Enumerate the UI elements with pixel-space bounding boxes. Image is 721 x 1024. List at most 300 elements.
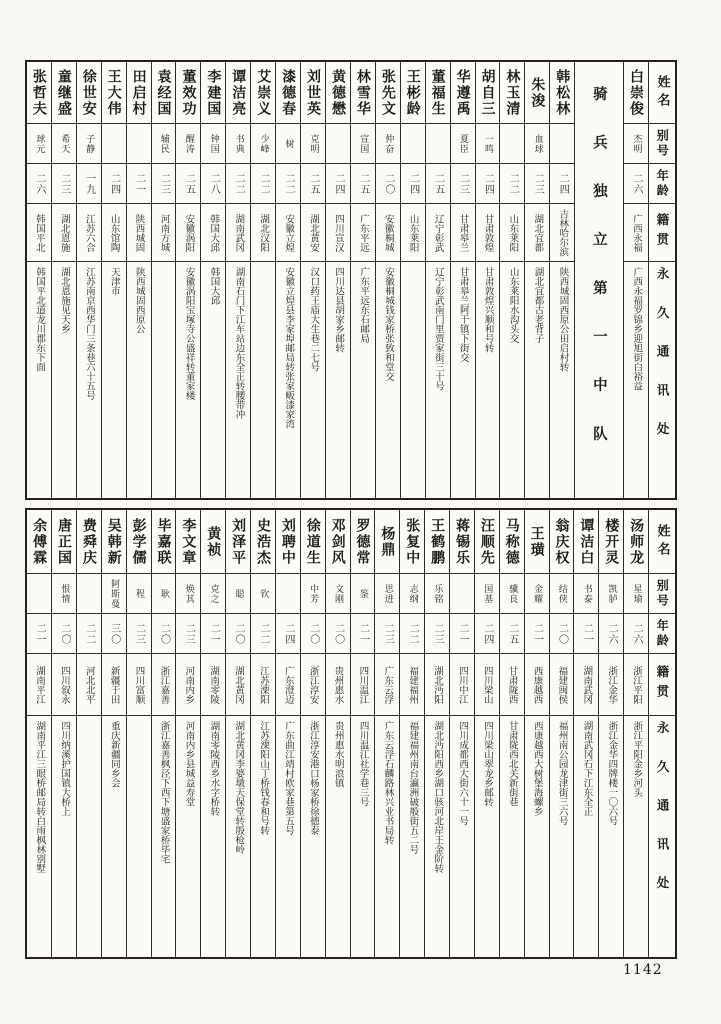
alias-cell-text: 醒涛 (183, 133, 194, 154)
age-cell (301, 164, 325, 204)
alias-cell-text: 少峰 (258, 133, 269, 154)
native-place-cell (550, 654, 574, 716)
name-cell-text: 王彬龄 (404, 68, 421, 117)
native-place-cell-text: 韩国大邱 (208, 213, 220, 252)
age-cell-text: 二三 (133, 622, 145, 645)
name-cell-text: 朱浚 (529, 76, 546, 109)
native-place-cell (450, 654, 474, 716)
native-place-cell (152, 654, 176, 716)
native-place-cell-text: 贵州惠水 (332, 665, 344, 704)
native-place-cell (376, 204, 400, 262)
address-cell (127, 716, 151, 957)
name-cell-text: 田启村 (130, 68, 147, 117)
address-cell-text: 广东平远东石邮局 (358, 267, 370, 343)
name-cell-text: 罗德常 (354, 517, 371, 566)
address-cell (52, 716, 76, 957)
native-place-cell-text: 福建闽侯 (556, 665, 568, 704)
name-cell-text: 翁庆权 (553, 517, 570, 566)
age-cell-text: 二二 (283, 172, 295, 195)
alias-cell-text: 凯胪 (606, 583, 617, 604)
name-cell-text: 华遵禹 (454, 68, 471, 117)
roster-column (101, 62, 126, 498)
native-place-cell (251, 204, 275, 262)
name-cell (351, 510, 375, 574)
alias-cell-text: 仲奋 (383, 133, 394, 154)
address-cell-text: 湖北黄冈李婆墩天保堂转殷枪岭 (233, 721, 245, 854)
age-cell-text: 二六 (631, 622, 643, 645)
alias-cell-text: 阿斯曼 (109, 578, 120, 609)
roster-column (76, 510, 101, 957)
age-cell-text: 二六 (606, 622, 618, 645)
alias-cell-text: 夏臣 (457, 133, 468, 154)
native-place-cell-text: 河南内乡 (183, 665, 195, 704)
name-cell (326, 62, 350, 124)
name-cell (52, 62, 76, 124)
address-cell (301, 716, 325, 957)
age-cell-text: 二一 (581, 622, 593, 645)
alias-cell (525, 124, 549, 164)
age-cell (201, 614, 225, 654)
name-cell (102, 510, 126, 574)
alias-cell-text: 树 (283, 138, 294, 149)
roster-column (27, 62, 51, 498)
name-cell-text: 刘聘中 (279, 517, 296, 566)
native-place-cell-text: 四川叙永 (58, 665, 70, 704)
age-cell-text: 二三 (432, 622, 444, 645)
roster-column (300, 62, 325, 498)
native-place-cell-text: 湖北恩施 (58, 213, 70, 252)
native-place-cell-text: 山东莱阳 (507, 213, 519, 252)
alias-cell-text: 骥良 (507, 583, 518, 604)
native-place-cell-text: 广东云浮 (382, 665, 394, 704)
alias-cell-text: 书泰 (581, 583, 592, 604)
age-cell-text: 二三 (457, 172, 469, 195)
native-place-cell (176, 654, 200, 716)
native-place-cell-text: 浙江淳安 (307, 665, 319, 704)
header-column (648, 510, 675, 957)
name-cell-text: 董福生 (429, 68, 446, 117)
name-cell-text: 漆德春 (280, 68, 297, 117)
name-cell-text: 袁经国 (155, 68, 172, 117)
name-cell-text: 董效功 (180, 68, 197, 117)
address-cell-text: 四川梁山翠龙乡邮转 (481, 721, 493, 807)
age-cell (27, 614, 51, 654)
header-age (649, 164, 675, 204)
name-cell-text: 胡自三 (479, 68, 496, 117)
age-cell (301, 614, 325, 654)
alias-cell (127, 574, 151, 614)
age-cell (375, 614, 399, 654)
native-place-cell (77, 204, 101, 262)
alias-cell-text: 球元 (34, 133, 45, 154)
native-place-cell (176, 204, 200, 262)
native-place-cell-text: 湖北黄安 (307, 213, 319, 252)
age-cell-text: 二一 (357, 622, 369, 645)
alias-cell-text: 杰明 (631, 133, 642, 154)
native-place-cell-text: 韩国平北 (33, 213, 45, 252)
name-cell (475, 510, 499, 574)
age-cell-text: 二三 (158, 172, 170, 195)
name-cell-text: 黄德懋 (329, 68, 346, 117)
alias-cell (500, 574, 524, 614)
alias-cell (326, 574, 350, 614)
address-cell (351, 716, 375, 957)
alias-cell (400, 574, 424, 614)
native-place-cell-text: 浙江平阳 (631, 665, 642, 704)
age-cell-text: 二五 (357, 172, 369, 195)
native-place-cell (400, 654, 424, 716)
native-place-cell (476, 204, 500, 262)
age-cell (102, 614, 126, 654)
header-name (649, 62, 675, 124)
header-alias-text: 别号 (655, 578, 670, 609)
alias-cell (276, 124, 300, 164)
address-cell (176, 716, 200, 957)
age-cell (475, 614, 499, 654)
native-place-cell (574, 654, 598, 716)
native-place-cell-text: 浙江金华 (606, 665, 618, 704)
age-cell (574, 614, 598, 654)
alias-cell (525, 574, 549, 614)
alias-cell (450, 574, 474, 614)
native-place-cell (226, 654, 250, 716)
name-cell-text: 余傅霖 (31, 517, 48, 566)
name-cell (226, 510, 250, 574)
alias-cell (301, 574, 325, 614)
address-cell-text: 湖南平江三眼桥邮局转白雨枫林别墅 (34, 721, 46, 873)
alias-cell-text: 国基 (482, 583, 493, 604)
roster-column (250, 510, 275, 957)
native-place-cell-text: 四川温江 (357, 665, 369, 704)
address-cell-text: 浙江嘉善枫泾下西下塘盛家桥毕宅 (158, 721, 170, 864)
name-cell (201, 62, 225, 124)
roster-column (350, 62, 375, 498)
age-cell (550, 614, 574, 654)
address-cell-text: 福建福州南台瀛洲破般街五二号 (407, 721, 419, 854)
name-cell (77, 62, 101, 124)
name-cell (624, 62, 648, 124)
native-place-cell (52, 204, 76, 262)
roster-column (425, 62, 450, 498)
age-cell-text: 二五 (308, 172, 320, 195)
age-cell (351, 164, 375, 204)
name-cell (152, 62, 176, 124)
address-cell-text: 重庆新疆同乡会 (108, 721, 120, 788)
address-cell (375, 716, 399, 957)
alias-cell-text: 耿 (158, 588, 169, 599)
alias-cell (375, 574, 399, 614)
roster-column (598, 510, 623, 957)
alias-cell-text: 希天 (59, 133, 70, 154)
native-place-cell (102, 654, 126, 716)
alias-cell (624, 124, 648, 164)
name-cell-text: 王鹤鹏 (429, 517, 446, 566)
name-cell (77, 510, 101, 574)
address-cell (550, 262, 574, 498)
native-place-cell (451, 204, 475, 262)
name-cell-text: 童继盛 (55, 68, 72, 117)
age-cell-text: 二一 (208, 622, 220, 645)
alias-cell-text: 宣国 (358, 133, 369, 154)
age-cell (276, 614, 300, 654)
age-cell (451, 164, 475, 204)
address-cell (301, 262, 325, 498)
name-cell (376, 62, 400, 124)
native-place-cell (127, 204, 151, 262)
native-place-cell (102, 204, 126, 262)
roster-column (450, 62, 475, 498)
address-cell (476, 262, 500, 498)
name-cell (251, 62, 275, 124)
alias-cell (301, 124, 325, 164)
native-place-cell (351, 654, 375, 716)
address-cell-text: 四川达县胡家乡邮转 (333, 267, 345, 353)
name-cell-text: 蒋锡乐 (453, 517, 470, 566)
roster-column (151, 510, 176, 957)
native-place-cell (201, 204, 225, 262)
name-cell-text: 汤师龙 (628, 517, 645, 566)
age-cell-text: 二二 (407, 622, 419, 645)
age-cell-text: 二〇 (58, 622, 70, 645)
name-cell-text: 王璜 (528, 525, 545, 558)
header-address (649, 716, 675, 957)
age-cell (525, 164, 549, 204)
age-cell (326, 614, 350, 654)
address-cell (624, 262, 648, 498)
header-address (649, 262, 675, 498)
name-cell-text: 史浩杰 (254, 517, 271, 566)
roster-column (200, 510, 225, 957)
address-cell (176, 262, 200, 498)
address-cell (426, 262, 450, 498)
name-cell (599, 510, 623, 574)
address-cell-text: 广东曲江靖村欧家巷第五号 (282, 721, 294, 835)
age-cell (450, 614, 474, 654)
age-cell (251, 164, 275, 204)
name-cell (102, 62, 126, 124)
name-cell-text: 艾崇义 (255, 68, 272, 117)
alias-cell-text: 子静 (84, 133, 95, 154)
age-cell (624, 164, 648, 204)
name-cell (574, 510, 598, 574)
alias-cell-text: 星瑜 (631, 583, 642, 604)
page-number: 1142 (623, 962, 663, 978)
address-cell (152, 262, 176, 498)
address-cell-text: 湖南零陵西乡水字桥转 (208, 721, 220, 816)
address-cell-text: 辽宁彰武南门里贾家街三十号 (432, 267, 444, 391)
alias-cell (52, 574, 76, 614)
alias-cell-text: 程 (133, 588, 144, 599)
native-place-cell (525, 654, 549, 716)
alias-cell-text: 钦 (258, 588, 269, 599)
address-cell (276, 262, 300, 498)
address-cell-text: 湖北沔阳西乡湖口骇河北岸王金阶转 (432, 721, 444, 873)
native-place-cell (201, 654, 225, 716)
name-cell-text: 吴韩新 (105, 517, 122, 566)
alias-cell (351, 124, 375, 164)
header-alias (649, 574, 675, 614)
native-place-cell-text: 甘肃陇西 (506, 665, 518, 704)
alias-cell (451, 124, 475, 164)
age-cell (351, 614, 375, 654)
native-place-cell-text: 四川富顺 (133, 665, 145, 704)
roster-column (225, 62, 250, 498)
native-place-cell (624, 204, 648, 262)
alias-cell (351, 574, 375, 614)
address-cell (201, 262, 225, 498)
native-place-cell (27, 204, 51, 262)
roster-column (475, 62, 500, 498)
age-cell (401, 164, 425, 204)
age-cell (127, 614, 151, 654)
age-cell-text: 二五 (506, 622, 518, 645)
address-cell (550, 716, 574, 957)
age-cell-text: 二一 (456, 622, 468, 645)
age-cell-text: 二一 (133, 172, 145, 195)
native-place-cell-text: 安徽立煌 (283, 213, 295, 252)
age-cell-text: 二一 (531, 622, 543, 645)
age-cell-text: 二二 (233, 172, 245, 195)
roster-column (175, 62, 200, 498)
name-cell (500, 510, 524, 574)
age-cell-text: 二四 (332, 172, 344, 195)
alias-cell (27, 124, 51, 164)
address-cell (27, 716, 51, 957)
alias-cell (376, 124, 400, 164)
native-place-cell (226, 204, 250, 262)
address-cell (102, 262, 126, 498)
name-cell-text: 谭洁亮 (230, 68, 247, 117)
address-cell (201, 716, 225, 957)
header-name-text: 姓名 (654, 523, 670, 560)
roster-column (399, 510, 424, 957)
roster-column (101, 510, 126, 957)
address-cell (77, 262, 101, 498)
native-place-cell-text: 广西永福 (630, 213, 642, 252)
age-cell-text: 二五 (183, 172, 195, 195)
address-cell (226, 716, 250, 957)
native-place-cell (624, 654, 648, 716)
alias-cell (201, 124, 225, 164)
name-cell-text: 刘泽平 (230, 517, 247, 566)
address-cell (351, 262, 375, 498)
top-roster-table (25, 60, 677, 500)
age-cell-text: 三〇 (108, 622, 120, 645)
roster-column (573, 510, 598, 957)
native-place-cell-text: 西康越西 (531, 665, 543, 704)
age-cell-text: 二二 (83, 622, 95, 645)
name-cell (550, 62, 574, 124)
name-cell (525, 510, 549, 574)
alias-cell (102, 124, 126, 164)
age-cell (201, 164, 225, 204)
alias-cell (401, 124, 425, 164)
native-place-cell (401, 204, 425, 262)
age-cell (400, 614, 424, 654)
roster-column (375, 62, 400, 498)
name-cell (201, 510, 225, 574)
address-cell-text: 甘肃敦煌兴顺和号转 (482, 267, 494, 353)
name-cell (251, 510, 275, 574)
address-cell-text: 安徽桐城钱家桥张致和堂交 (382, 267, 394, 381)
native-place-cell (27, 654, 51, 716)
address-cell (251, 716, 275, 957)
header-alias-text: 别号 (655, 128, 670, 159)
native-place-cell-text: 四川中江 (456, 665, 468, 704)
header-native-text: 籍贯 (654, 213, 670, 252)
name-cell-text: 汪顺先 (478, 517, 495, 566)
roster-column (499, 62, 524, 498)
age-cell-text: 二〇 (332, 622, 344, 645)
address-cell-text: 浙江金华四牌楼一〇六号 (606, 721, 618, 826)
age-cell-text: 二六 (33, 172, 45, 195)
alias-cell-text: 恨情 (59, 583, 70, 604)
native-place-cell (276, 204, 300, 262)
address-cell-text: 汉口药王庙大生巷二七号 (308, 267, 320, 372)
name-cell-text: 彭学儒 (130, 517, 147, 566)
roster-column (126, 510, 151, 957)
name-cell (375, 510, 399, 574)
header-name-text: 姓名 (654, 74, 670, 111)
name-cell (301, 62, 325, 124)
header-name (649, 510, 675, 574)
roster-column (350, 510, 375, 957)
alias-cell (152, 124, 176, 164)
native-place-cell-text: 湖北黄冈 (233, 665, 244, 704)
alias-cell-text: 克之 (208, 583, 219, 604)
address-cell-text: 浙江淳安港口杨家桥徐德泰 (307, 721, 319, 835)
age-cell-text: 二〇 (158, 622, 170, 645)
alias-cell-text: 书典 (233, 133, 244, 154)
native-place-cell (426, 204, 450, 262)
age-cell (376, 164, 400, 204)
alias-cell (500, 124, 524, 164)
address-cell (27, 262, 51, 498)
age-cell (152, 614, 176, 654)
section-divider-column (574, 62, 623, 498)
age-cell (27, 164, 51, 204)
address-cell-text: 陕西城固西原公田启村转 (557, 267, 569, 372)
native-place-cell-text: 山东莱阳 (407, 213, 419, 252)
native-place-cell-text: 湖南武冈 (233, 213, 245, 252)
native-place-cell (152, 204, 176, 262)
native-place-cell-text: 辽宁彰武 (432, 213, 444, 252)
address-cell-text: 西康越西大树堡海螺乡 (531, 721, 543, 816)
native-place-cell-text: 四川梁山 (481, 665, 493, 704)
age-cell (500, 164, 524, 204)
alias-cell (226, 574, 250, 614)
address-cell-text: 贵州惠水明浪镇 (332, 721, 344, 788)
address-cell-text: 河南内乡县城益寿堂 (183, 721, 195, 807)
age-cell-text: 二四 (407, 172, 419, 195)
age-cell-text: 二二 (258, 172, 270, 195)
name-cell (425, 510, 449, 574)
alias-cell (476, 124, 500, 164)
address-cell-text: 湖南武冈石下江东全正 (581, 721, 593, 816)
age-cell-text: 二四 (282, 622, 294, 645)
header-native-text: 籍贯 (654, 665, 670, 704)
age-cell (176, 614, 200, 654)
age-cell-text: 二五 (432, 172, 444, 195)
address-cell-text: 山东莱阳水沟头交 (507, 267, 519, 343)
name-cell-text: 张先文 (379, 68, 396, 117)
native-place-cell-text: 湖北沔阳 (432, 665, 443, 704)
native-place-cell-text: 湖南平江 (34, 665, 45, 704)
native-place-cell (77, 654, 101, 716)
age-cell (226, 164, 250, 204)
header-native (649, 654, 675, 716)
name-cell (450, 510, 474, 574)
